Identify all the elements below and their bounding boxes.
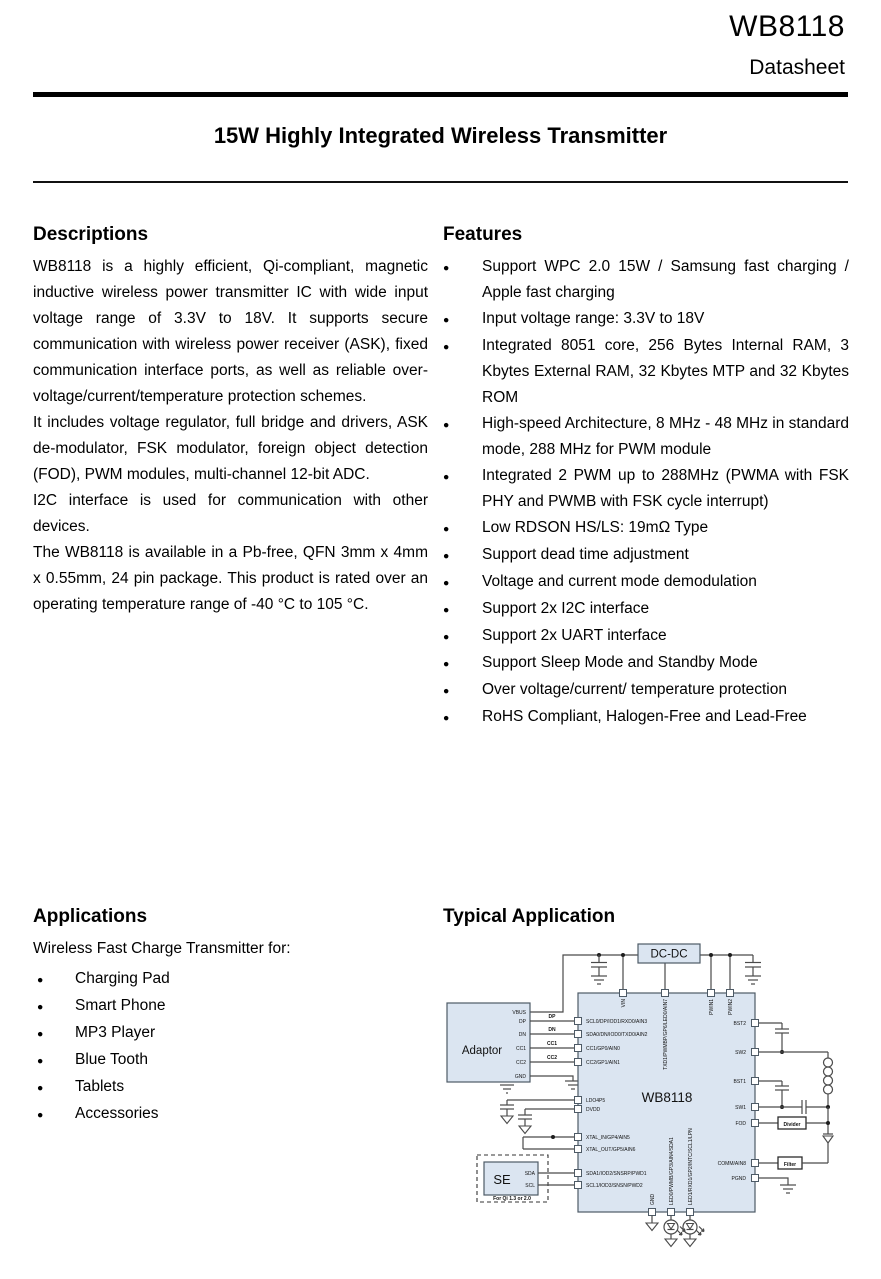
led-icon [683,1216,704,1247]
wire-label: DP [548,1014,556,1020]
feature-text: Support Sleep Mode and Standby Mode [482,654,758,671]
chip-pin-label: PWIN2 [728,999,734,1015]
typical-application-heading: Typical Application [443,906,616,927]
feature-text: Support 2x UART interface [482,627,667,644]
feature-item [443,650,849,677]
bullet-icon [443,596,482,623]
chip-pin-label: BST2 [733,1021,746,1027]
se-pin-label: SDA [524,1171,535,1177]
application-text: Smart Phone [75,997,166,1014]
input-capacitor [591,955,607,976]
feature-text: Over voltage/current/ temperature protection [482,681,787,698]
feature-text: Input voltage range: 3.3V to 18V [482,310,705,327]
adaptor-block [447,1003,530,1082]
dcdc-block [638,944,700,963]
ground-icon [780,1185,796,1193]
chip-pin-label: LED1/RXD1/GP2/INTC/SCL1/LPN [688,1128,694,1205]
chip-pin-label: GND [650,1193,656,1205]
chip-pin-label: SDA0/DN/IOD0/TXD0/AIN2 [586,1032,648,1038]
bullet-icon [443,254,482,306]
bullet-icon [443,677,482,704]
bullet-icon [443,306,482,333]
dcdc-label: DC-DC [650,948,688,961]
chip-pin-label: SW1 [735,1105,746,1111]
adaptor-pin-label: CC1 [515,1046,526,1052]
bullet-icon [33,1047,75,1074]
adaptor-pin-label: VBUS [512,1010,526,1016]
chip-pin-label: COMM/AIN8 [717,1161,746,1167]
applications-section [33,906,428,1128]
feature-item [443,333,849,411]
feature-text: Integrated 8051 core, 256 Bytes Internal RAM, 3 Kbytes External RAM, 32 Kbytes MTP and 32 Kbytes ROM [482,337,849,406]
chip-pin-label: PGND [731,1176,746,1182]
feature-item [443,623,849,650]
description-paragraph: It includes voltage regulator, full bridge and drivers, ASK de-modulator, FSK modulator, foreign object detection (FOD), PWM modules, multi-channel 12-bit ADC. [33,414,428,483]
applications-intro: Wireless Fast Charge Transmitter for: [33,940,291,957]
chip-pin-label: CC2/GP1/AIN1 [586,1060,620,1066]
se-pin-label: SCL [525,1183,535,1189]
wire-label: DN [548,1027,556,1033]
feature-text: RoHS Compliant, Halogen-Free and Lead-Free [482,708,807,725]
features-heading: Features [443,224,523,245]
descriptions-heading: Descriptions [33,224,149,245]
feature-text: Support 2x I2C interface [482,600,650,617]
descriptions-section [33,224,428,618]
gnd-pin-ground [646,1216,658,1231]
bullet-icon [443,463,482,515]
features-section [443,224,849,731]
diode-icon [823,1134,833,1143]
feature-item [443,306,849,333]
xtal-wires [523,1135,575,1149]
filter-block [778,1157,802,1169]
bullet-icon [33,1101,75,1128]
feature-text: Voltage and current mode demodulation [482,573,757,590]
product-name: WB8118 [729,10,845,43]
adaptor-pin-label: CC2 [515,1060,526,1066]
chip-pin-label: DVDD [586,1107,601,1113]
chip-pin-label: XTAL_OUT/GP5/AIN6 [586,1147,636,1153]
description-paragraph: The WB8118 is available in a Pb-free, QFN 3mm x 4mm x 0.55mm, 24 pin package. This product is rated over an operating temperature range of -40 °C to 105 °C. [33,544,428,613]
feature-item [443,411,849,463]
chip-pin-label: PWIN1 [709,999,715,1015]
chip-pin-label: BST1 [733,1079,746,1085]
application-text: Accessories [75,1105,159,1122]
bullet-icon [443,411,482,463]
adaptor-pin-label: GND [514,1074,526,1080]
application-text: MP3 Player [75,1024,156,1041]
application-item [33,1047,428,1074]
se-block [477,1155,575,1202]
applications-heading: Applications [33,906,148,927]
wire-label: CC2 [546,1055,558,1061]
feature-item [443,569,849,596]
chip-pin-label: SCL0/DP/IOD1/RXD0/AIN3 [586,1019,648,1025]
feature-text: Support WPC 2.0 15W / Samsung fast charging / Apple fast charging [482,258,849,301]
application-item [33,1101,428,1128]
application-text: Tablets [75,1078,125,1095]
page-title: 15W Highly Integrated Wireless Transmitter [213,123,668,148]
description-paragraph: I2C interface is used for communication with other devices. [33,492,428,535]
feature-item [443,515,849,542]
bridge-circuit [759,1023,834,1193]
application-item [33,1074,428,1101]
bullet-icon [443,515,482,542]
chip-pin-label: LDO4P5 [586,1098,606,1104]
dvdd-decoupling [518,1109,575,1134]
bullet-icon [33,993,75,1020]
chip-pin-label: XTAL_IN/GP4/AIN5 [586,1135,630,1141]
feature-item [443,542,849,569]
chip-pin-label: LED0/PWMB/GP3/AIN4/SDA1 [669,1137,675,1205]
bullet-icon [33,1020,75,1047]
bullet-icon [33,966,75,993]
application-text: Charging Pad [75,970,170,987]
feature-text: Low RDSON HS/LS: 19mΩ Type [482,519,709,536]
description-paragraph: WB8118 is a highly efficient, Qi-compliant, magnetic inductive wireless power transmitter IC with wide input voltage range of 3.3V to 18V. It supports secure communication with wireless power receiver (ASK), fixed communication interface ports, as well as reliable over-voltage/current/temperature protection schemes. [33,258,428,405]
ldo-decoupling [500,1085,575,1124]
adaptor-label: Adaptor [461,1045,503,1057]
document-type: Datasheet [749,56,845,79]
feature-item [443,677,849,704]
ground-icon [745,976,761,984]
se-caption: For Qi 1.3 or 2.0 [493,1196,531,1202]
chip-block [575,990,759,1216]
application-item [33,993,428,1020]
chip-pin-label: SCL1/IOD3/SNSN/PWD2 [586,1183,643,1189]
chip-pin-label: VIN [621,999,627,1008]
bullet-icon [443,569,482,596]
header-rule [33,92,848,97]
feature-item [443,596,849,623]
bullet-icon [33,1074,75,1101]
divider-label: Divider [783,1122,801,1128]
chip-name: WB8118 [641,1090,693,1105]
feature-text: Support dead time adjustment [482,546,689,563]
chip-pin-label: CC1/GP0/AIN0 [586,1046,620,1052]
filter-label: Filter [783,1162,797,1168]
bullet-icon [443,333,482,411]
application-item [33,1020,428,1047]
output-capacitor [745,955,761,976]
led-icon [664,1216,685,1247]
chip-pin-label: SDA1/IOD2/SNSRP/PWD1 [586,1171,647,1177]
bullet-icon [443,623,482,650]
title-rule [33,181,848,183]
bullet-icon [443,542,482,569]
feature-item [443,463,849,515]
ground-icon [591,976,607,984]
typical-application-diagram [440,932,881,1279]
feature-item [443,704,849,731]
application-item [33,966,428,993]
application-text: Blue Tooth [75,1051,148,1068]
tx-coil-icon [824,1058,833,1094]
chip-pin-label: SW2 [735,1050,746,1056]
feature-text: Integrated 2 PWM up to 288MHz (PWMA with FSK PHY and PWMB with FSK cycle interrupt) [482,467,849,510]
adaptor-pin-label: DN [518,1032,526,1038]
bullet-icon [443,704,482,731]
wire-label: CC1 [546,1041,558,1047]
feature-text: High-speed Architecture, 8 MHz - 48 MHz in standard mode, 288 MHz for PWM module [482,415,849,458]
se-label: SE [493,1172,511,1187]
chip-pin-label: TXD1/PWMBP/GP6/LED0/AIN7 [663,999,669,1070]
divider-block [778,1117,806,1129]
bullet-icon [443,650,482,677]
adaptor-pin-label: DP [519,1019,526,1025]
feature-item [443,254,849,306]
chip-pin-label: FOD [735,1121,746,1127]
